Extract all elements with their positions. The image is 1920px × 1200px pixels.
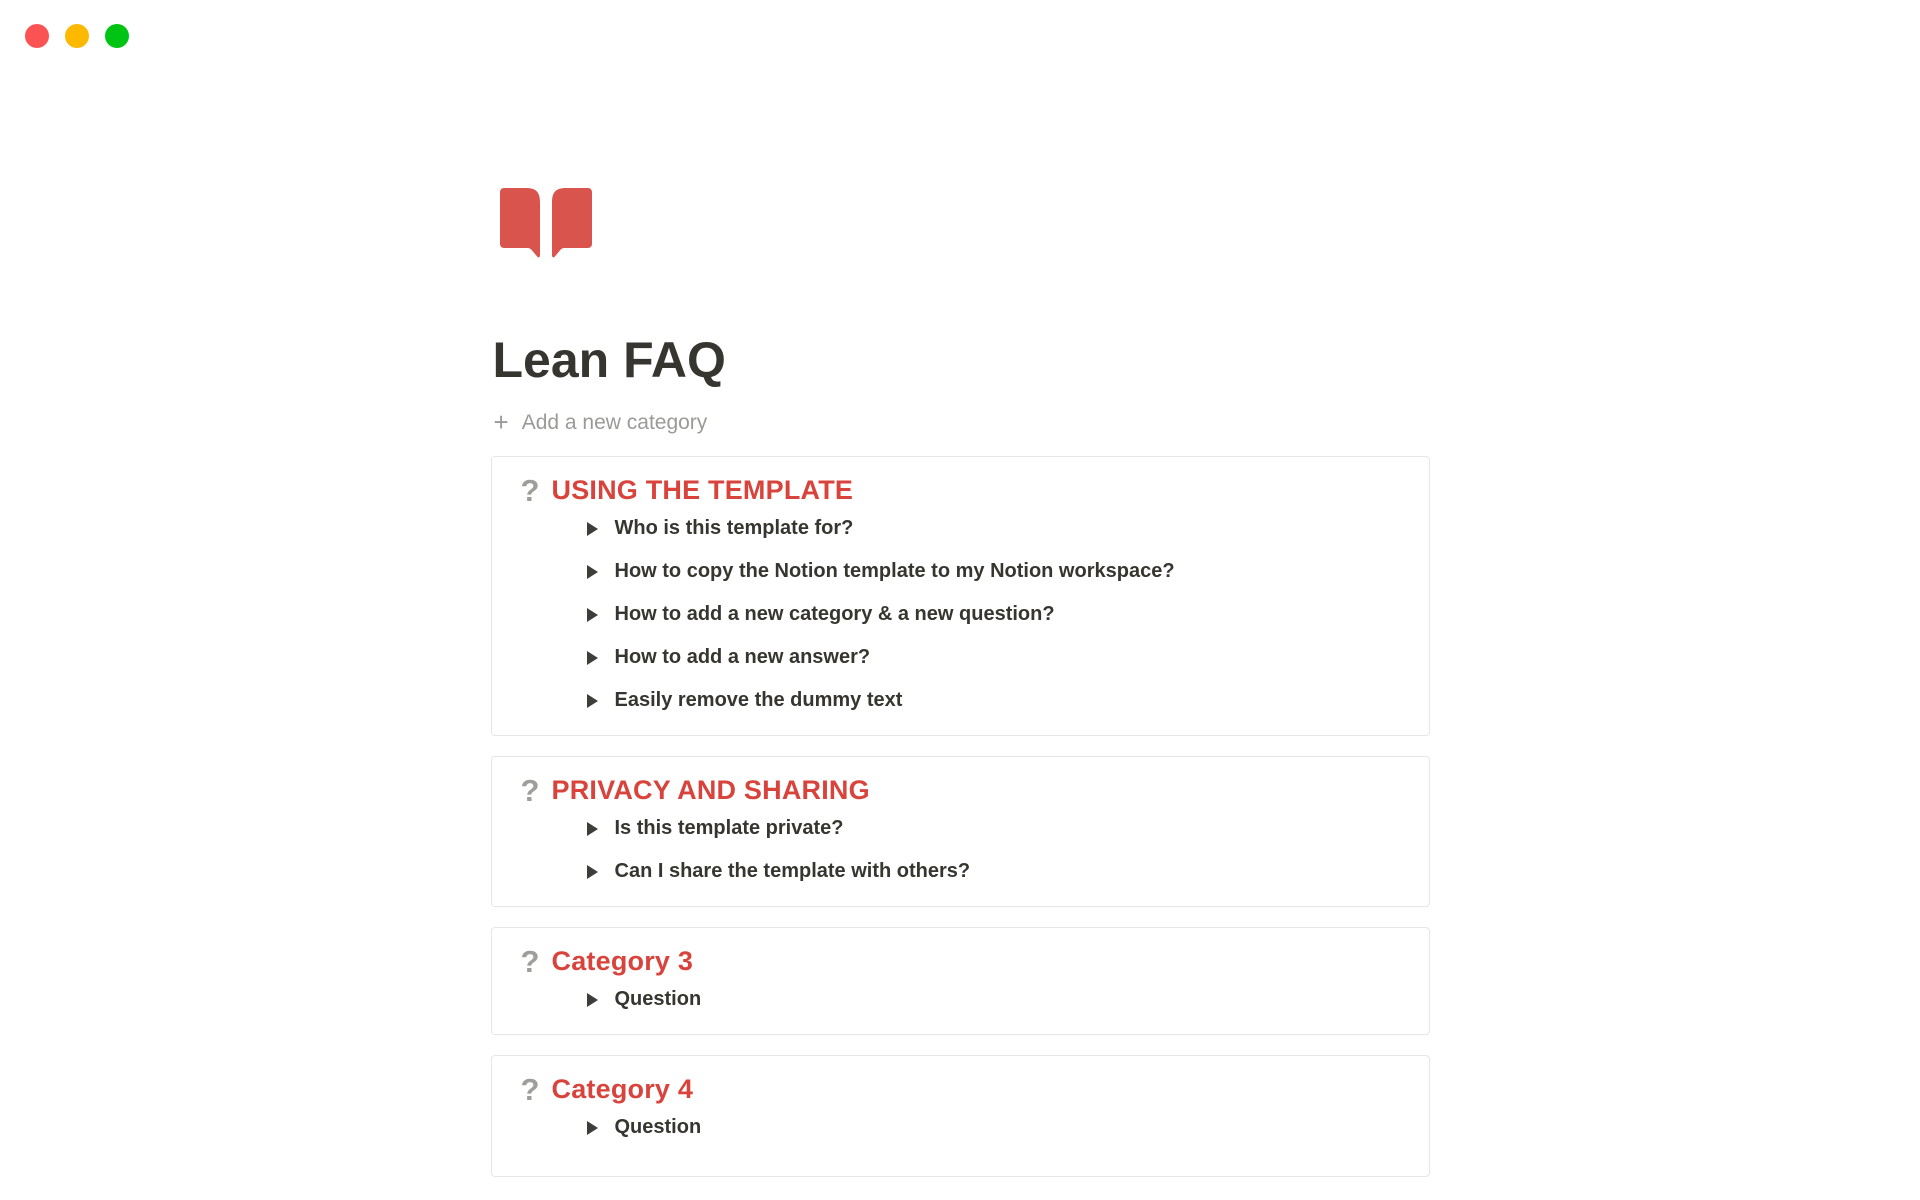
close-window-button[interactable] <box>25 24 49 48</box>
toggle-triangle-icon[interactable] <box>587 651 598 665</box>
question-text[interactable]: Easily remove the dummy text <box>614 689 903 711</box>
toggle-triangle-icon[interactable] <box>587 822 598 836</box>
category-header <box>517 473 1405 507</box>
toggle-triangle-icon[interactable] <box>587 1121 598 1135</box>
toggle-triangle-icon[interactable] <box>587 993 598 1007</box>
category-title[interactable]: Category 3 <box>551 945 694 976</box>
faq-question-toggle[interactable] <box>517 636 1405 679</box>
faq-question-toggle[interactable] <box>517 850 1405 893</box>
category-card <box>491 1055 1430 1177</box>
faq-question-toggle[interactable] <box>517 978 1405 1021</box>
page-content <box>491 0 1430 1177</box>
question-text[interactable]: Who is this template for? <box>614 517 854 539</box>
zoom-window-button[interactable] <box>105 24 129 48</box>
question-text[interactable]: How to add a new answer? <box>614 646 871 668</box>
toggle-triangle-icon[interactable] <box>587 565 598 579</box>
question-mark-icon: ? <box>520 943 540 979</box>
question-text[interactable]: Is this template private? <box>614 817 844 839</box>
question-mark-icon: ? <box>520 772 540 808</box>
category-title[interactable]: PRIVACY AND SHARING <box>551 774 870 805</box>
page-title[interactable]: Lean FAQ <box>492 332 726 388</box>
question-text[interactable]: How to add a new category & a new question? <box>614 603 1055 625</box>
toggle-triangle-icon[interactable] <box>587 522 598 536</box>
add-new-category-button[interactable] <box>494 409 708 437</box>
category-header <box>517 944 1405 978</box>
category-card <box>491 756 1430 907</box>
category-header <box>517 1072 1405 1106</box>
question-text[interactable]: Can I share the template with others? <box>614 860 971 882</box>
faq-question-toggle[interactable] <box>517 507 1405 550</box>
faq-question-toggle[interactable] <box>517 550 1405 593</box>
toggle-triangle-icon[interactable] <box>587 865 598 879</box>
question-mark-icon: ? <box>520 472 540 508</box>
question-mark-icon: ? <box>520 1071 540 1107</box>
question-text[interactable]: Question <box>614 1116 702 1138</box>
category-header <box>517 773 1405 807</box>
question-text[interactable]: How to copy the Notion template to my Notion workspace? <box>614 560 1175 582</box>
toggle-triangle-icon[interactable] <box>587 608 598 622</box>
category-title[interactable]: USING THE TEMPLATE <box>551 474 854 505</box>
faq-question-toggle[interactable] <box>517 1106 1405 1149</box>
category-card <box>491 456 1430 736</box>
category-card-list <box>491 456 1430 1177</box>
category-title[interactable]: Category 4 <box>551 1073 694 1104</box>
category-card <box>491 927 1430 1035</box>
add-new-category-label: Add a new category <box>521 411 708 434</box>
page-icon-open-book-icon[interactable] <box>500 188 592 258</box>
toggle-triangle-icon[interactable] <box>587 694 598 708</box>
faq-question-toggle[interactable] <box>517 679 1405 722</box>
faq-question-toggle[interactable] <box>517 593 1405 636</box>
question-text[interactable]: Question <box>614 988 702 1010</box>
faq-question-toggle[interactable] <box>517 807 1405 850</box>
minimize-window-button[interactable] <box>65 24 89 48</box>
plus-icon: + <box>493 407 509 437</box>
window-controls <box>25 24 129 48</box>
